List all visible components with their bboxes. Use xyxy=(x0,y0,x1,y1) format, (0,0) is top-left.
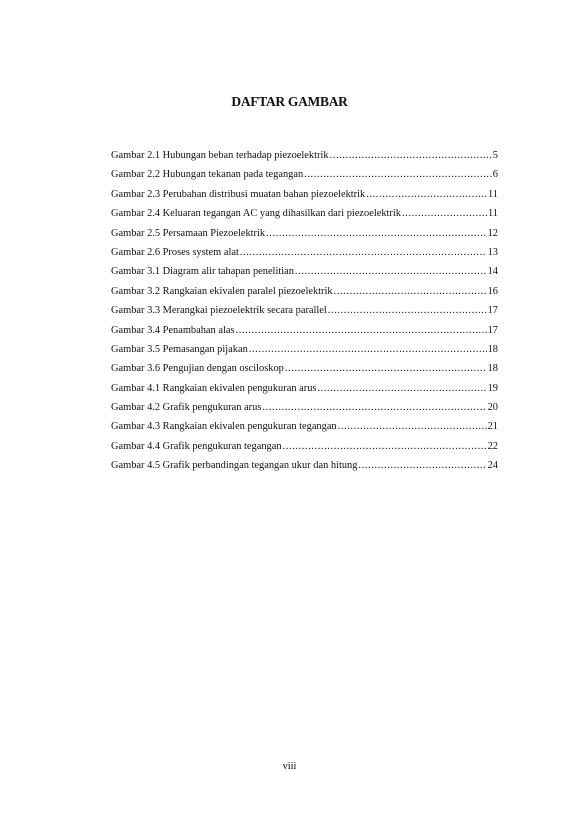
dot-leader xyxy=(262,402,486,413)
dot-leader xyxy=(317,383,486,394)
figure-page-number: 11 xyxy=(487,208,498,220)
dot-leader xyxy=(266,228,487,239)
figure-list-entry xyxy=(111,344,498,363)
dot-leader xyxy=(283,441,487,452)
figure-list-entry xyxy=(111,325,498,344)
figure-caption: Gambar 4.1 Rangkaian ekivalen pengukuran arus xyxy=(111,382,317,394)
figure-page-number: 11 xyxy=(487,188,498,200)
figure-list-entry xyxy=(111,441,498,460)
dot-leader xyxy=(285,363,487,374)
figure-list-entry xyxy=(111,208,498,227)
figure-page-number: 22 xyxy=(487,440,498,452)
figure-page-number: 17 xyxy=(487,324,498,336)
figure-caption: Gambar 2.1 Hubungan beban terhadap piezoelektrik xyxy=(111,150,329,161)
dot-leader xyxy=(338,421,487,432)
figure-list-entry xyxy=(111,266,498,285)
figure-page-number: 21 xyxy=(487,421,498,433)
figure-caption: Gambar 3.5 Pemasangan pijakan xyxy=(111,343,248,355)
dot-leader xyxy=(295,266,487,277)
figure-caption: Gambar 3.4 Penambahan alas xyxy=(111,324,235,336)
figure-page-number: 24 xyxy=(487,460,498,472)
figure-page-number: 14 xyxy=(487,266,498,278)
figure-page-number: 16 xyxy=(487,285,498,297)
figure-page-number: 12 xyxy=(487,227,498,239)
dot-leader xyxy=(328,305,487,316)
figure-caption: Gambar 3.1 Diagram alir tahapan penelitian xyxy=(111,266,294,278)
figure-caption: Gambar 2.4 Keluaran tegangan AC yang dihasilkan dari piezoelektrik xyxy=(111,208,401,220)
dot-leader xyxy=(366,189,487,200)
figure-list-entry xyxy=(111,460,498,479)
dot-leader xyxy=(249,344,487,355)
figure-list-entry xyxy=(111,169,498,188)
figure-caption: Gambar 2.6 Proses system alat xyxy=(111,246,239,258)
dot-leader xyxy=(358,460,486,471)
figure-caption: Gambar 3.2 Rangkaian ekivalen paralel piezoelektrik xyxy=(111,285,333,297)
figure-list-entry xyxy=(111,421,498,440)
figure-list-entry xyxy=(111,150,498,169)
figure-caption: Gambar 2.3 Perubahan distribusi muatan bahan piezoelektrik xyxy=(111,188,366,200)
figure-caption: Gambar 3.6 Pengujian dengan osciloskop xyxy=(111,363,284,375)
page-title: DAFTAR GAMBAR xyxy=(231,94,348,109)
figure-page-number: 17 xyxy=(487,305,498,317)
figure-caption: Gambar 3.3 Merangkai piezoelektrik secara parallel xyxy=(111,305,327,317)
figure-list-entry xyxy=(111,363,498,382)
figure-page-number: 18 xyxy=(487,343,498,355)
figure-caption: Gambar 4.4 Grafik pengukuran tegangan xyxy=(111,440,282,452)
page-number: viii xyxy=(282,761,297,772)
figure-caption: Gambar 2.2 Hubungan tekanan pada tegangan xyxy=(111,169,304,181)
figure-list-entry xyxy=(111,228,498,247)
figure-page-number: 19 xyxy=(487,382,498,394)
dot-leader xyxy=(334,286,487,297)
figure-list xyxy=(111,150,498,480)
figure-caption: Gambar 4.5 Grafik perbandingan tegangan ukur dan hitung xyxy=(111,460,358,472)
figure-list-entry xyxy=(111,383,498,402)
dot-leader xyxy=(240,247,487,258)
figure-list-entry xyxy=(111,189,498,208)
figure-page-number: 13 xyxy=(487,246,498,258)
dot-leader xyxy=(304,169,492,180)
figure-list-entry xyxy=(111,286,498,305)
figure-page-number: 5 xyxy=(492,150,498,161)
figure-page-number: 20 xyxy=(487,402,498,414)
figure-caption: Gambar 4.2 Grafik pengukuran arus xyxy=(111,402,262,414)
figure-caption: Gambar 4.3 Rangkaian ekivalen pengukuran tegangan xyxy=(111,421,337,433)
figure-caption: Gambar 2.5 Persamaan Piezoelektrik xyxy=(111,227,266,239)
figure-page-number: 6 xyxy=(492,169,498,181)
figure-list-entry xyxy=(111,247,498,266)
dot-leader xyxy=(330,150,492,161)
dot-leader xyxy=(402,208,487,219)
dot-leader xyxy=(236,325,487,336)
figure-page-number: 18 xyxy=(487,363,498,375)
figure-list-entry xyxy=(111,305,498,324)
figure-list-entry xyxy=(111,402,498,421)
